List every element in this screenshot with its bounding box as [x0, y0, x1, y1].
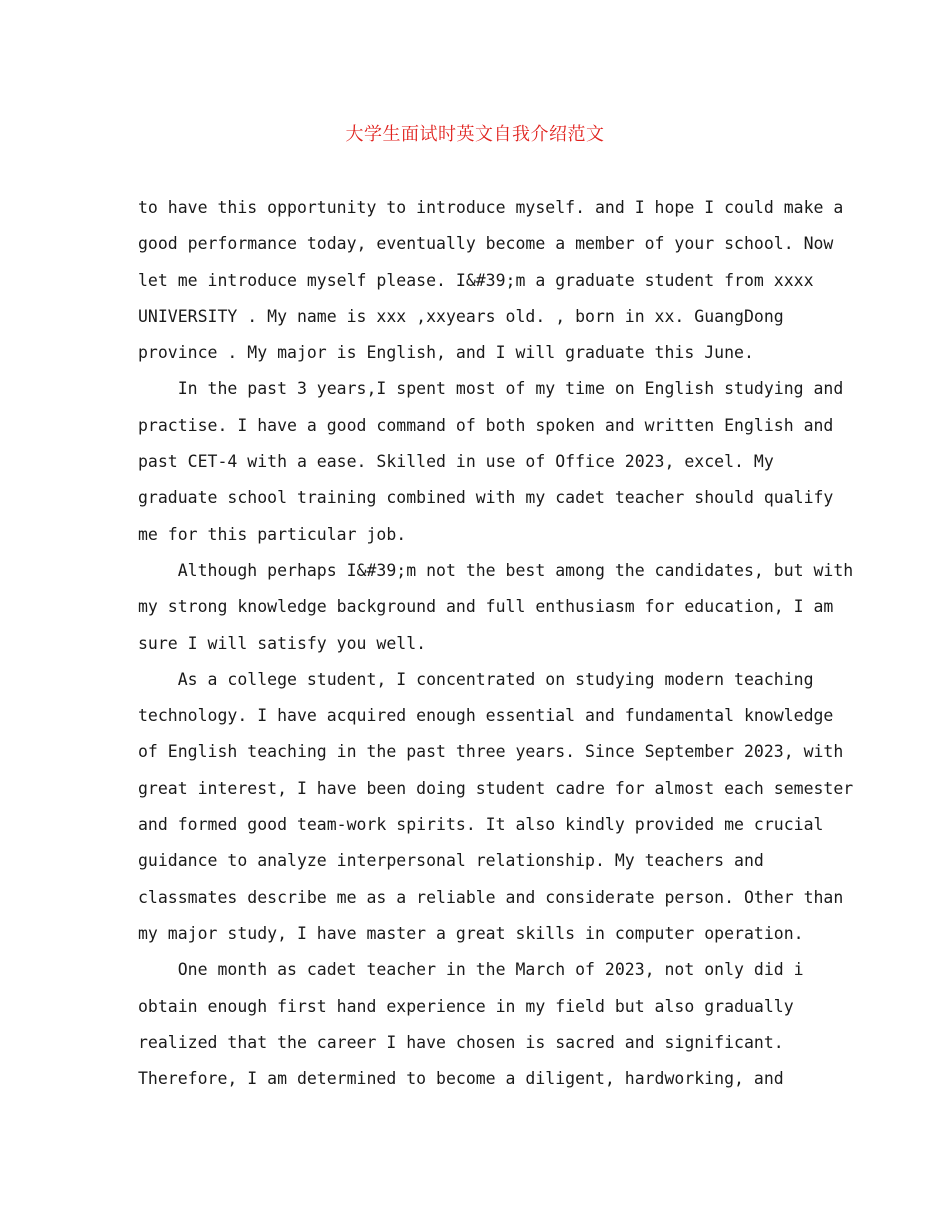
text-line: great interest, I have been doing student cadre for almost each semester: [138, 778, 854, 798]
text-line: past CET-4 with a ease. Skilled in use of Office 2023, excel. My: [138, 452, 774, 472]
text-line: sure I will satisfy you well.: [138, 633, 427, 653]
text-line: technology. I have acquired enough essential and fundamental knowledge: [138, 706, 834, 726]
text-line: of English teaching in the past three years. Since September 2023, with: [138, 742, 844, 762]
text-line: practise. I have a good command of both spoken and written English and: [138, 415, 834, 435]
text-line: my major study, I have master a great skills in computer operation.: [138, 923, 804, 943]
text-line: Although perhaps I&#39;m not the best among the candidates, but with: [138, 560, 854, 580]
text-line: and formed good team-work spirits. It also kindly provided me crucial: [138, 815, 824, 835]
document-body: [138, 196, 854, 1103]
text-line: As a college student, I concentrated on studying modern teaching: [138, 669, 814, 689]
text-line: to have this opportunity to introduce myself. and I hope I could make a: [138, 198, 844, 217]
text-line: guidance to analyze interpersonal relationship. My teachers and: [138, 851, 764, 871]
document-title: 大学生面试时英文自我介绍范文: [345, 124, 605, 145]
text-line: classmates describe me as a reliable and considerate person. Other than: [138, 887, 844, 907]
text-line: me for this particular job.: [138, 524, 407, 544]
text-line: In the past 3 years,I spent most of my time on English studying and: [138, 379, 844, 399]
text-line: obtain enough first hand experience in my field but also gradually: [138, 996, 794, 1016]
text-line: province . My major is English, and I will graduate this June.: [138, 343, 754, 363]
text-line: let me introduce myself please. I&#39;m a graduate student from xxxx: [138, 270, 814, 290]
text-line: graduate school training combined with my cadet teacher should qualify: [138, 488, 834, 508]
text-line: Therefore, I am determined to become a diligent, hardworking, and: [138, 1069, 784, 1089]
text-line: realized that the career I have chosen is sacred and significant.: [138, 1032, 784, 1052]
text-line: my strong knowledge background and full enthusiasm for education, I am: [138, 597, 834, 617]
text-line: good performance today, eventually become a member of your school. Now: [138, 234, 834, 254]
text-line: UNIVERSITY . My name is xxx ,xxyears old. , born in xx. GuangDong: [138, 306, 784, 326]
text-line: One month as cadet teacher in the March of 2023, not only did i: [138, 960, 804, 980]
